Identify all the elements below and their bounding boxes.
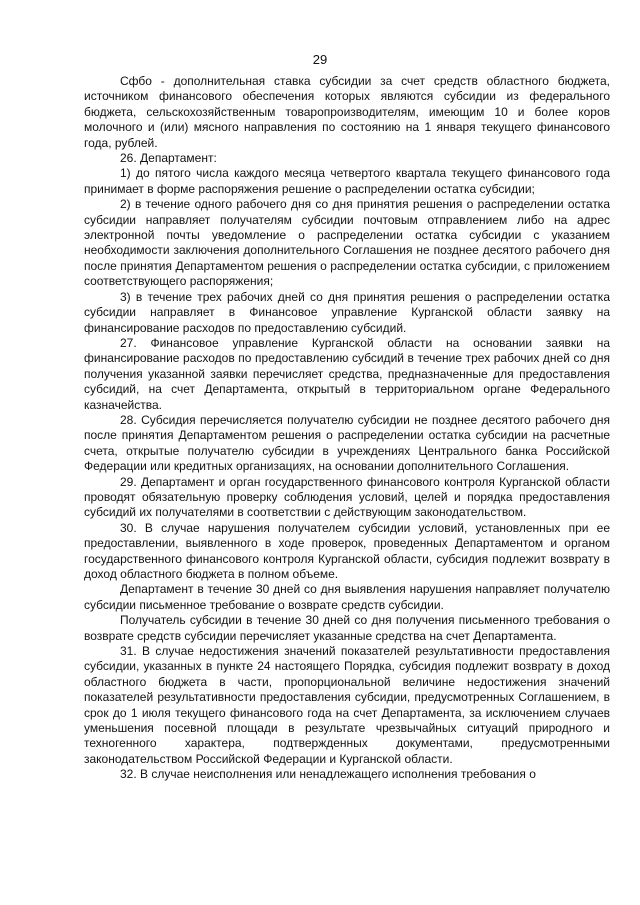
document-body — [84, 74, 610, 783]
paragraph-26-heading: 26. Департамент: — [120, 151, 217, 166]
paragraph-26-item-3: 3) в течение трех рабочих дней со дня принятия решения о распределении остатка субсидии направляет в Финансовое управление Курганской области заявку на финансирование расходов по предоставлению субсидий. — [84, 289, 610, 335]
page-number: 29 — [312, 52, 328, 67]
paragraph-30-return: Получатель субсидии в течение 30 дней со дня получения письменного требования о возврате средств субсидии перечисляет указанные средства на счет Департамента. — [84, 613, 610, 643]
paragraph-30: 30. В случае нарушения получателем субсидии условий, установленных при ее предоставлении, выявленного в ходе проверок, проведенных Департаментом и органом государственного финансового контроля Курганской области, субсидия подлежит возврату в доход областного бюджета в полном объеме. — [84, 520, 610, 581]
paragraph-29: 29. Департамент и орган государственного финансового контроля Курганской области проводят обязательную проверку соблюдения условий, целей и порядка предоставления субсидий их получателями в соответствии с действующим законодательством. — [84, 474, 610, 520]
paragraph-26-item-2: 2) в течение одного рабочего дня со дня принятия решения о распределении остатка субсидии направляет получателям субсидии почтовым отправлением либо на адрес электронной почты уведомление о распределении остатка субсидии с указанием необходимости заключения дополнительного Соглашения не позднее десятого рабочего дня после принятия Департаментом решения о распределении остатка субсидии, с приложением соответствующего распоряжения; — [84, 197, 610, 289]
paragraph-32: 32. В случае неисполнения или ненадлежащего исполнения требования о — [120, 767, 536, 782]
paragraph-28: 28. Субсидия перечисляется получателю субсидии не позднее десятого рабочего дня после принятия Департаментом решения о распределении остатка субсидии на расчетные счета, открытые получателю субсидии в учреждениях Центрального банка Российской Федерации или кредитных организациях, на основании дополнительного Соглашения. — [84, 412, 610, 474]
paragraph-31: 31. В случае недостижения значений показателей результативности предоставления субсидии, указанных в пункте 24 настоящего Порядка, субсидия подлежит возврату в доход областного бюджета в части, пропорциональной величине недостижения значений показателей результативности предоставления субсидии, предусмотренных Соглашением, в срок до 1 июля текущего финансового года на счет Департамента, за исключением случаев уменьшения посевной площади в результате чрезвычайных ситуаций природного и техногенного характера, подтвержденных документами, предусмотренными законодательством Российской Федерации и Курганской области. — [84, 644, 610, 766]
paragraph-sfbo-definition: Сфбо - дополнительная ставка субсидии за счет средств областного бюджета, источником финансового обеспечения которых являются субсидии из федерального бюджета, сельскохозяйственным товаропроизводителям, имеющим 10 и более коров молочного и (или) мясного направления по состоянию на 1 января текущего финансового года, рублей. — [84, 74, 610, 150]
paragraph-26-item-1: 1) до пятого числа каждого месяца четвертого квартала текущего финансового года принимает в форме распоряжения решение о распределении остатка субсидии; — [84, 166, 610, 196]
paragraph-27: 27. Финансовое управление Курганской области на основании заявки на финансирование расходов по предоставлению субсидий в течение трех рабочих дней со дня получения указанной заявки перечисляет средства, предназначенные для предоставления субсидий, на счет Департамента, открытый в территориальном органе Федерального казначейства. — [84, 335, 610, 412]
paragraph-30-notice: Департамент в течение 30 дней со дня выявления нарушения направляет получателю субсидии письменное требование о возврате средств субсидии. — [84, 582, 610, 612]
